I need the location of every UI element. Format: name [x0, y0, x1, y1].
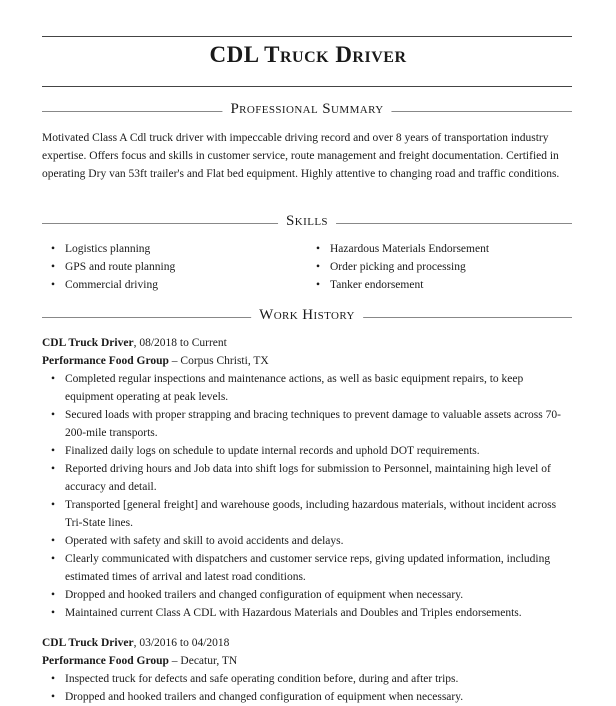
work-history-heading-text: Work History	[251, 307, 363, 324]
job-bullet: • Dropped and hooked trailers and changed configuration of equipment when necessary.	[42, 586, 572, 604]
job-bullet-list	[42, 670, 572, 706]
skill-item: • Hazardous Materials Endorsement	[316, 240, 489, 258]
job-bullet: • Maintained current Class A CDL with Hazardous Materials and Doubles and Triples endorsements.	[42, 604, 572, 622]
skill-item: • Logistics planning	[51, 240, 175, 258]
skill-item: • Commercial driving	[51, 276, 175, 294]
job-bullet: • Completed regular inspections and maintenance actions, as well as basic equipment repairs, to keep equipment operating at peak levels.	[42, 370, 572, 406]
job-location: – Decatur, TN	[168, 655, 238, 667]
top-divider	[42, 36, 572, 37]
job-title-line	[42, 334, 572, 352]
skill-item: • GPS and route planning	[51, 258, 175, 276]
work-history-section-heading	[42, 307, 572, 324]
summary-section-heading	[42, 101, 572, 118]
job-bullet: • Reported driving hours and Job data into shift logs for submission to Personnel, maintaining high level of accuracy and detail.	[42, 460, 572, 496]
job-dates: , 08/2018 to Current	[133, 337, 227, 349]
job-bullet: • Finalized daily logs on schedule to update internal records and uphold DOT requirements.	[42, 442, 572, 460]
job-company-line	[42, 352, 572, 370]
summary-text: Motivated Class A Cdl truck driver with impeccable driving record and over 8 years of transportation industry expertise. Offers focus and skills in customer service, route management and freight documentation. Certified in operating Dry van 53ft trailer's and Flat bed equipment. Highly attentive to changing road and traffic conditions.	[42, 132, 560, 180]
skill-item: • Order picking and processing	[316, 258, 489, 276]
job-bullet: • Secured loads with proper strapping and bracing techniques to prevent damage to valuable assets across 70-200-mile transports.	[42, 406, 572, 442]
job-bullet: • Transported [general freight] and warehouse goods, including hazardous materials, without incident across Tri-State lines.	[42, 496, 572, 532]
job-title: CDL Truck Driver	[42, 637, 134, 649]
job-entry	[42, 634, 572, 706]
job-dates: , 03/2016 to 04/2018	[133, 637, 230, 649]
resume-title: CDL Truck Driver	[209, 42, 407, 67]
skills-list-right	[316, 240, 489, 294]
job-company: Performance Food Group	[42, 655, 169, 667]
job-bullet: • Inspected truck for defects and safe operating condition before, during and after trips.	[42, 670, 572, 688]
job-location: – Corpus Christi, TX	[168, 355, 269, 367]
title-divider	[42, 86, 572, 87]
job-company-line	[42, 652, 572, 670]
skill-item: • Tanker endorsement	[316, 276, 489, 294]
skills-heading-text: Skills	[278, 213, 336, 230]
skills-list-left	[51, 240, 175, 294]
skills-section-heading	[42, 213, 572, 230]
job-company: Performance Food Group	[42, 355, 169, 367]
job-bullet: • Clearly communicated with dispatchers and customer service reps, giving updated information, including estimated times of arrival and latest road conditions.	[42, 550, 572, 586]
job-bullet: • Dropped and hooked trailers and changed configuration of equipment when necessary.	[42, 688, 572, 706]
job-entry	[42, 334, 572, 622]
job-title-line	[42, 634, 572, 652]
job-bullet-list	[42, 370, 572, 622]
summary-heading-text: Professional Summary	[222, 101, 391, 118]
job-bullet: • Operated with safety and skill to avoid accidents and delays.	[42, 532, 572, 550]
job-title: CDL Truck Driver	[42, 337, 134, 349]
